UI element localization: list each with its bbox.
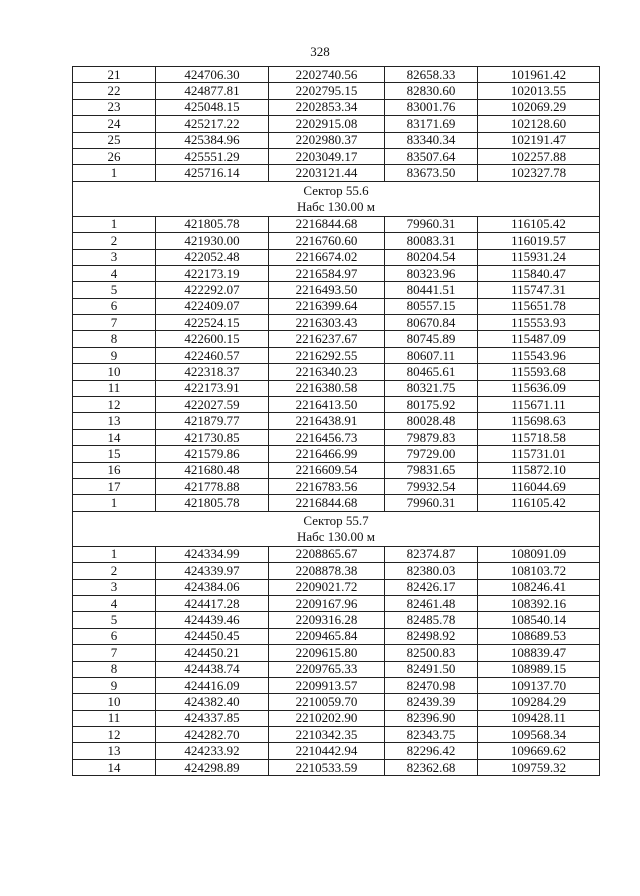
table-row [73, 165, 600, 181]
x-coordinate-cell: 425048.15 [156, 99, 269, 115]
local-x-cell: 83001.76 [385, 99, 478, 115]
point-number-cell: 10 [73, 694, 156, 710]
x-coordinate-cell: 425551.29 [156, 148, 269, 164]
point-number-cell: 1 [73, 495, 156, 511]
table-row [73, 216, 600, 232]
local-y-cell: 108839.47 [478, 645, 600, 661]
table-row [73, 265, 600, 281]
x-coordinate-cell: 424298.89 [156, 759, 269, 775]
local-x-cell: 82498.92 [385, 628, 478, 644]
point-number-cell: 12 [73, 727, 156, 743]
local-x-cell: 82491.50 [385, 661, 478, 677]
local-y-cell: 115651.78 [478, 298, 600, 314]
table-row [73, 315, 600, 331]
local-x-cell: 79960.31 [385, 495, 478, 511]
point-number-cell: 3 [73, 579, 156, 595]
table-row [73, 282, 600, 298]
x-coordinate-cell: 424877.81 [156, 83, 269, 99]
local-y-cell: 108540.14 [478, 612, 600, 628]
sector-header-cell [73, 181, 600, 216]
table-row [73, 727, 600, 743]
x-coordinate-cell: 422318.37 [156, 364, 269, 380]
x-coordinate-cell: 424339.97 [156, 563, 269, 579]
y-coordinate-cell: 2209021.72 [269, 579, 385, 595]
local-y-cell: 108989.15 [478, 661, 600, 677]
y-coordinate-cell: 2208865.67 [269, 546, 385, 562]
local-y-cell: 115671.11 [478, 397, 600, 413]
x-coordinate-cell: 425716.14 [156, 165, 269, 181]
local-x-cell: 80321.75 [385, 380, 478, 396]
point-number-cell: 6 [73, 298, 156, 314]
local-y-cell: 115747.31 [478, 282, 600, 298]
point-number-cell: 15 [73, 446, 156, 462]
point-number-cell: 11 [73, 380, 156, 396]
y-coordinate-cell: 2216303.43 [269, 315, 385, 331]
local-y-cell: 115698.63 [478, 413, 600, 429]
sector-title: Сектор 55.7 [303, 512, 369, 528]
table-row [73, 759, 600, 775]
local-x-cell: 82439.39 [385, 694, 478, 710]
local-x-cell: 82485.78 [385, 612, 478, 628]
x-coordinate-cell: 421730.85 [156, 429, 269, 445]
y-coordinate-cell: 2203049.17 [269, 148, 385, 164]
point-number-cell: 16 [73, 462, 156, 478]
x-coordinate-cell: 424416.09 [156, 677, 269, 693]
table-row [73, 595, 600, 611]
local-y-cell: 102257.88 [478, 148, 600, 164]
y-coordinate-cell: 2216413.50 [269, 397, 385, 413]
sector-height: Набс 130.00 м [296, 198, 376, 214]
y-coordinate-cell: 2216783.56 [269, 478, 385, 494]
local-x-cell: 82830.60 [385, 83, 478, 99]
page-number: 328 [310, 44, 330, 59]
coordinates-table-body [73, 67, 600, 776]
point-number-cell: 8 [73, 661, 156, 677]
local-y-cell: 115553.93 [478, 315, 600, 331]
local-y-cell: 108689.53 [478, 628, 600, 644]
local-x-cell: 82343.75 [385, 727, 478, 743]
local-y-cell: 116044.69 [478, 478, 600, 494]
point-number-cell: 4 [73, 265, 156, 281]
y-coordinate-cell: 2216609.54 [269, 462, 385, 478]
table-row [73, 116, 600, 132]
point-number-cell: 6 [73, 628, 156, 644]
local-x-cell: 82500.83 [385, 645, 478, 661]
y-coordinate-cell: 2216674.02 [269, 249, 385, 265]
local-y-cell: 108392.16 [478, 595, 600, 611]
local-y-cell: 109669.62 [478, 743, 600, 759]
y-coordinate-cell: 2203121.44 [269, 165, 385, 181]
local-x-cell: 79831.65 [385, 462, 478, 478]
local-x-cell: 80204.54 [385, 249, 478, 265]
y-coordinate-cell: 2216584.97 [269, 265, 385, 281]
table-row [73, 397, 600, 413]
table-row [73, 364, 600, 380]
table-row [73, 132, 600, 148]
y-coordinate-cell: 2210202.90 [269, 710, 385, 726]
point-number-cell: 23 [73, 99, 156, 115]
local-y-cell: 109284.29 [478, 694, 600, 710]
local-x-cell: 80175.92 [385, 397, 478, 413]
local-x-cell: 79932.54 [385, 478, 478, 494]
y-coordinate-cell: 2216456.73 [269, 429, 385, 445]
x-coordinate-cell: 422173.91 [156, 380, 269, 396]
x-coordinate-cell: 424417.28 [156, 595, 269, 611]
local-y-cell: 109428.11 [478, 710, 600, 726]
y-coordinate-cell: 2216493.50 [269, 282, 385, 298]
table-row [73, 380, 600, 396]
y-coordinate-cell: 2210442.94 [269, 743, 385, 759]
x-coordinate-cell: 424337.85 [156, 710, 269, 726]
y-coordinate-cell: 2216438.91 [269, 413, 385, 429]
point-number-cell: 21 [73, 67, 156, 83]
point-number-cell: 24 [73, 116, 156, 132]
point-number-cell: 2 [73, 233, 156, 249]
point-number-cell: 11 [73, 710, 156, 726]
local-y-cell: 115840.47 [478, 265, 600, 281]
point-number-cell: 13 [73, 743, 156, 759]
local-y-cell: 102013.55 [478, 83, 600, 99]
point-number-cell: 22 [73, 83, 156, 99]
local-y-cell: 108091.09 [478, 546, 600, 562]
local-y-cell: 116019.57 [478, 233, 600, 249]
y-coordinate-cell: 2216760.60 [269, 233, 385, 249]
local-y-cell: 115593.68 [478, 364, 600, 380]
table-row [73, 546, 600, 562]
y-coordinate-cell: 2209913.57 [269, 677, 385, 693]
point-number-cell: 5 [73, 282, 156, 298]
point-number-cell: 1 [73, 546, 156, 562]
point-number-cell: 9 [73, 677, 156, 693]
y-coordinate-cell: 2216237.67 [269, 331, 385, 347]
local-x-cell: 82296.42 [385, 743, 478, 759]
point-number-cell: 14 [73, 759, 156, 775]
local-x-cell: 83171.69 [385, 116, 478, 132]
local-y-cell: 115487.09 [478, 331, 600, 347]
local-x-cell: 79960.31 [385, 216, 478, 232]
local-x-cell: 80028.48 [385, 413, 478, 429]
y-coordinate-cell: 2202980.37 [269, 132, 385, 148]
x-coordinate-cell: 422460.57 [156, 347, 269, 363]
table-row [73, 446, 600, 462]
table-row [73, 347, 600, 363]
sector-height: Набс 130.00 м [296, 528, 376, 544]
local-y-cell: 102191.47 [478, 132, 600, 148]
table-row [73, 645, 600, 661]
y-coordinate-cell: 2202740.56 [269, 67, 385, 83]
x-coordinate-cell: 424282.70 [156, 727, 269, 743]
local-x-cell: 80670.84 [385, 315, 478, 331]
local-x-cell: 82470.98 [385, 677, 478, 693]
x-coordinate-cell: 424382.40 [156, 694, 269, 710]
point-number-cell: 17 [73, 478, 156, 494]
point-number-cell: 9 [73, 347, 156, 363]
y-coordinate-cell: 2216380.58 [269, 380, 385, 396]
local-x-cell: 80083.31 [385, 233, 478, 249]
point-number-cell: 5 [73, 612, 156, 628]
x-coordinate-cell: 424233.92 [156, 743, 269, 759]
table-row [73, 661, 600, 677]
point-number-cell: 4 [73, 595, 156, 611]
local-y-cell: 115872.10 [478, 462, 600, 478]
y-coordinate-cell: 2210342.35 [269, 727, 385, 743]
x-coordinate-cell: 425384.96 [156, 132, 269, 148]
x-coordinate-cell: 422173.19 [156, 265, 269, 281]
local-x-cell: 82461.48 [385, 595, 478, 611]
y-coordinate-cell: 2209615.80 [269, 645, 385, 661]
point-number-cell: 26 [73, 148, 156, 164]
sector-header-row [73, 511, 600, 546]
table-row [73, 478, 600, 494]
table-row [73, 148, 600, 164]
local-y-cell: 116105.42 [478, 216, 600, 232]
table-row [73, 99, 600, 115]
y-coordinate-cell: 2210533.59 [269, 759, 385, 775]
point-number-cell: 7 [73, 645, 156, 661]
x-coordinate-cell: 425217.22 [156, 116, 269, 132]
local-x-cell: 83340.34 [385, 132, 478, 148]
x-coordinate-cell: 421930.00 [156, 233, 269, 249]
local-x-cell: 82426.17 [385, 579, 478, 595]
y-coordinate-cell: 2216340.23 [269, 364, 385, 380]
x-coordinate-cell: 424334.99 [156, 546, 269, 562]
sector-title: Сектор 55.6 [303, 182, 369, 198]
local-y-cell: 115731.01 [478, 446, 600, 462]
table-row [73, 413, 600, 429]
local-y-cell: 115931.24 [478, 249, 600, 265]
x-coordinate-cell: 422052.48 [156, 249, 269, 265]
x-coordinate-cell: 424384.06 [156, 579, 269, 595]
table-row [73, 563, 600, 579]
y-coordinate-cell: 2209167.96 [269, 595, 385, 611]
table-row [73, 694, 600, 710]
local-x-cell: 83507.64 [385, 148, 478, 164]
x-coordinate-cell: 424706.30 [156, 67, 269, 83]
local-y-cell: 101961.42 [478, 67, 600, 83]
x-coordinate-cell: 421879.77 [156, 413, 269, 429]
local-y-cell: 109568.34 [478, 727, 600, 743]
x-coordinate-cell: 421778.88 [156, 478, 269, 494]
x-coordinate-cell: 422027.59 [156, 397, 269, 413]
local-y-cell: 102128.60 [478, 116, 600, 132]
local-x-cell: 80323.96 [385, 265, 478, 281]
local-x-cell: 82362.68 [385, 759, 478, 775]
x-coordinate-cell: 422600.15 [156, 331, 269, 347]
local-x-cell: 82396.90 [385, 710, 478, 726]
y-coordinate-cell: 2209316.28 [269, 612, 385, 628]
table-row [73, 67, 600, 83]
local-x-cell: 79729.00 [385, 446, 478, 462]
table-row [73, 249, 600, 265]
x-coordinate-cell: 422292.07 [156, 282, 269, 298]
table-row [73, 579, 600, 595]
local-y-cell: 102069.29 [478, 99, 600, 115]
point-number-cell: 1 [73, 165, 156, 181]
y-coordinate-cell: 2202795.15 [269, 83, 385, 99]
point-number-cell: 8 [73, 331, 156, 347]
y-coordinate-cell: 2210059.70 [269, 694, 385, 710]
point-number-cell: 25 [73, 132, 156, 148]
point-number-cell: 1 [73, 216, 156, 232]
local-x-cell: 82374.87 [385, 546, 478, 562]
local-x-cell: 80465.61 [385, 364, 478, 380]
local-y-cell: 115543.96 [478, 347, 600, 363]
point-number-cell: 2 [73, 563, 156, 579]
local-x-cell: 79879.83 [385, 429, 478, 445]
local-x-cell: 80745.89 [385, 331, 478, 347]
x-coordinate-cell: 424450.45 [156, 628, 269, 644]
local-y-cell: 115718.58 [478, 429, 600, 445]
y-coordinate-cell: 2202915.08 [269, 116, 385, 132]
x-coordinate-cell: 421805.78 [156, 495, 269, 511]
sector-header-row [73, 181, 600, 216]
table-row [73, 710, 600, 726]
table-row [73, 677, 600, 693]
table-row [73, 298, 600, 314]
y-coordinate-cell: 2216292.55 [269, 347, 385, 363]
local-x-cell: 82380.03 [385, 563, 478, 579]
x-coordinate-cell: 424450.21 [156, 645, 269, 661]
local-x-cell: 82658.33 [385, 67, 478, 83]
table-row [73, 628, 600, 644]
sector-header-cell [73, 511, 600, 546]
table-row [73, 612, 600, 628]
point-number-cell: 14 [73, 429, 156, 445]
y-coordinate-cell: 2202853.34 [269, 99, 385, 115]
coordinates-table [72, 66, 600, 776]
table-row [73, 233, 600, 249]
x-coordinate-cell: 422409.07 [156, 298, 269, 314]
table-row [73, 83, 600, 99]
table-row [73, 429, 600, 445]
local-y-cell: 108103.72 [478, 563, 600, 579]
y-coordinate-cell: 2216466.99 [269, 446, 385, 462]
point-number-cell: 12 [73, 397, 156, 413]
x-coordinate-cell: 424439.46 [156, 612, 269, 628]
local-x-cell: 80607.11 [385, 347, 478, 363]
y-coordinate-cell: 2208878.38 [269, 563, 385, 579]
local-x-cell: 80441.51 [385, 282, 478, 298]
x-coordinate-cell: 421579.86 [156, 446, 269, 462]
point-number-cell: 10 [73, 364, 156, 380]
local-x-cell: 83673.50 [385, 165, 478, 181]
local-y-cell: 109759.32 [478, 759, 600, 775]
table-row [73, 495, 600, 511]
local-y-cell: 116105.42 [478, 495, 600, 511]
point-number-cell: 3 [73, 249, 156, 265]
y-coordinate-cell: 2209765.33 [269, 661, 385, 677]
x-coordinate-cell: 422524.15 [156, 315, 269, 331]
local-y-cell: 109137.70 [478, 677, 600, 693]
point-number-cell: 13 [73, 413, 156, 429]
table-row [73, 331, 600, 347]
x-coordinate-cell: 421805.78 [156, 216, 269, 232]
y-coordinate-cell: 2209465.84 [269, 628, 385, 644]
local-y-cell: 102327.78 [478, 165, 600, 181]
y-coordinate-cell: 2216844.68 [269, 216, 385, 232]
y-coordinate-cell: 2216399.64 [269, 298, 385, 314]
x-coordinate-cell: 424438.74 [156, 661, 269, 677]
point-number-cell: 7 [73, 315, 156, 331]
x-coordinate-cell: 421680.48 [156, 462, 269, 478]
table-row [73, 462, 600, 478]
local-y-cell: 108246.41 [478, 579, 600, 595]
local-y-cell: 115636.09 [478, 380, 600, 396]
y-coordinate-cell: 2216844.68 [269, 495, 385, 511]
table-row [73, 743, 600, 759]
local-x-cell: 80557.15 [385, 298, 478, 314]
